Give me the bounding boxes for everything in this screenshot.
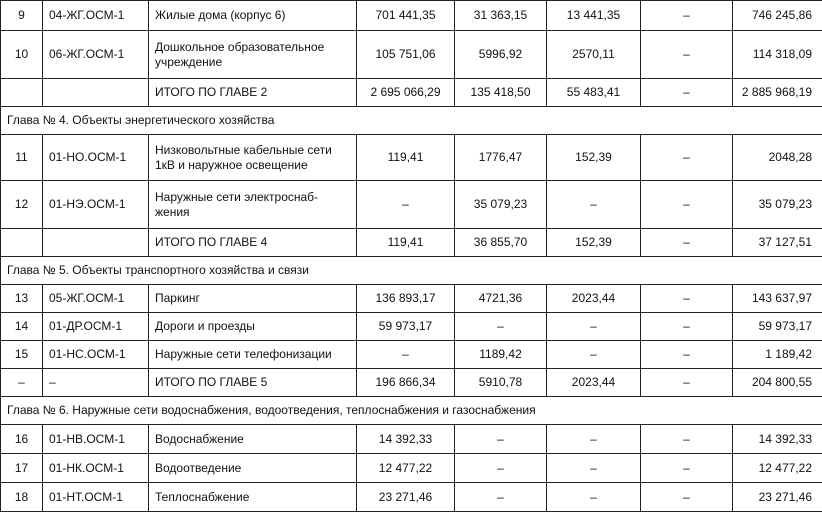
object-code: 06-ЖГ.ОСМ-1 (43, 31, 149, 79)
cost-col-4: – (641, 313, 733, 341)
cost-col-2: 1189,42 (455, 341, 547, 369)
object-code: 01-НТ.ОСМ-1 (43, 483, 149, 512)
object-code: 01-НО.ОСМ-1 (43, 135, 149, 181)
table-row (1, 181, 822, 229)
cost-total: 746 245,86 (733, 1, 822, 31)
cost-col-4: – (641, 425, 733, 454)
cost-col-2: – (455, 483, 547, 512)
object-name: Низковольтные кабельные сети 1кВ и наружное освещение (149, 135, 357, 181)
row-number: – (1, 369, 43, 397)
cost-col-1: 14 392,33 (357, 425, 455, 454)
row-number: 16 (1, 425, 43, 454)
row-number (1, 79, 43, 107)
cost-col-3: 2023,44 (547, 285, 641, 313)
cost-col-1: 196 866,34 (357, 369, 455, 397)
cost-col-4: – (641, 285, 733, 313)
object-name: Теплоснабжение (149, 483, 357, 512)
object-code (43, 79, 149, 107)
cost-col-4: – (641, 135, 733, 181)
object-name: Наружные сети телефонизации (149, 341, 357, 369)
cost-col-2: 1776,47 (455, 135, 547, 181)
table-row-total (1, 369, 822, 397)
cost-total: 2048,28 (733, 135, 822, 181)
object-name: Дошкольное образовательное учреждение (149, 31, 357, 79)
cost-col-4: – (641, 229, 733, 257)
cost-col-4: – (641, 1, 733, 31)
cost-col-1: 119,41 (357, 229, 455, 257)
cost-col-4: – (641, 181, 733, 229)
cost-col-3: – (547, 341, 641, 369)
cost-col-3: – (547, 483, 641, 512)
cost-col-1: 23 271,46 (357, 483, 455, 512)
cost-total: 114 318,09 (733, 31, 822, 79)
cost-col-1: 119,41 (357, 135, 455, 181)
row-number: 13 (1, 285, 43, 313)
cost-total: 59 973,17 (733, 313, 822, 341)
cost-col-2: 36 855,70 (455, 229, 547, 257)
cost-col-2: 5910,78 (455, 369, 547, 397)
cost-col-1: – (357, 181, 455, 229)
object-code: 01-ДР.ОСМ-1 (43, 313, 149, 341)
object-name: ИТОГО ПО ГЛАВЕ 2 (149, 79, 357, 107)
row-number: 9 (1, 1, 43, 31)
cost-col-2: – (455, 454, 547, 483)
cost-col-3: 13 441,35 (547, 1, 641, 31)
object-name: Жилые дома (корпус 6) (149, 1, 357, 31)
row-number: 14 (1, 313, 43, 341)
object-code: – (43, 369, 149, 397)
cost-col-1: 701 441,35 (357, 1, 455, 31)
object-name: ИТОГО ПО ГЛАВЕ 5 (149, 369, 357, 397)
object-name: Дороги и проезды (149, 313, 357, 341)
object-name: Водоотведение (149, 454, 357, 483)
row-number (1, 229, 43, 257)
chapter-row (1, 257, 822, 285)
row-number: 15 (1, 341, 43, 369)
cost-total: 37 127,51 (733, 229, 822, 257)
cost-col-4: – (641, 454, 733, 483)
cost-col-4: – (641, 341, 733, 369)
cost-col-2: 135 418,50 (455, 79, 547, 107)
cost-col-3: 152,39 (547, 135, 641, 181)
cost-col-4: – (641, 31, 733, 79)
cost-col-2: – (455, 425, 547, 454)
cost-total: 35 079,23 (733, 181, 822, 229)
cost-col-3: – (547, 313, 641, 341)
object-code: 01-НВ.ОСМ-1 (43, 425, 149, 454)
cost-total: 14 392,33 (733, 425, 822, 454)
cost-col-3: 55 483,41 (547, 79, 641, 107)
object-code: 01-НЭ.ОСМ-1 (43, 181, 149, 229)
row-number: 17 (1, 454, 43, 483)
cost-col-2: 31 363,15 (455, 1, 547, 31)
table-row (1, 31, 822, 79)
object-code: 05-ЖГ.ОСМ-1 (43, 285, 149, 313)
cost-col-1: 105 751,06 (357, 31, 455, 79)
table-row (1, 313, 822, 341)
cost-col-1: – (357, 341, 455, 369)
object-name: Паркинг (149, 285, 357, 313)
cost-col-3: – (547, 181, 641, 229)
object-code (43, 229, 149, 257)
cost-total: 23 271,46 (733, 483, 822, 512)
cost-col-1: 136 893,17 (357, 285, 455, 313)
cost-col-3: 152,39 (547, 229, 641, 257)
chapter-title: Глава № 6. Наружные сети водоснабжения, водоотведения, теплоснабжения и газоснабжения (1, 397, 822, 425)
object-name: ИТОГО ПО ГЛАВЕ 4 (149, 229, 357, 257)
row-number: 18 (1, 483, 43, 512)
chapter-row (1, 397, 822, 425)
chapter-row (1, 107, 822, 135)
cost-col-1: 2 695 066,29 (357, 79, 455, 107)
object-code: 04-ЖГ.ОСМ-1 (43, 1, 149, 31)
cost-col-4: – (641, 369, 733, 397)
table-row (1, 425, 822, 454)
cost-total: 12 477,22 (733, 454, 822, 483)
cost-total: 143 637,97 (733, 285, 822, 313)
object-name: Наружные сети электроснаб-жения (149, 181, 357, 229)
table-row-total (1, 229, 822, 257)
cost-col-3: 2023,44 (547, 369, 641, 397)
row-number: 10 (1, 31, 43, 79)
cost-col-2: – (455, 313, 547, 341)
row-number: 12 (1, 181, 43, 229)
object-code: 01-НК.ОСМ-1 (43, 454, 149, 483)
cost-col-3: 2570,11 (547, 31, 641, 79)
cost-total: 2 885 968,19 (733, 79, 822, 107)
cost-total: 204 800,55 (733, 369, 822, 397)
object-name: Водоснабжение (149, 425, 357, 454)
cost-col-4: – (641, 483, 733, 512)
object-code: 01-НС.ОСМ-1 (43, 341, 149, 369)
cost-col-3: – (547, 454, 641, 483)
row-number: 11 (1, 135, 43, 181)
cost-col-1: 59 973,17 (357, 313, 455, 341)
cost-col-2: 35 079,23 (455, 181, 547, 229)
chapter-title: Глава № 4. Объекты энергетического хозяйства (1, 107, 822, 135)
chapter-title: Глава № 5. Объекты транспортного хозяйства и связи (1, 257, 822, 285)
table-row (1, 483, 822, 512)
table-row (1, 1, 822, 31)
cost-col-2: 5996,92 (455, 31, 547, 79)
table-row (1, 341, 822, 369)
table-row (1, 285, 822, 313)
table-row (1, 135, 822, 181)
cost-col-1: 12 477,22 (357, 454, 455, 483)
cost-total: 1 189,42 (733, 341, 822, 369)
cost-col-2: 4721,36 (455, 285, 547, 313)
cost-col-4: – (641, 79, 733, 107)
cost-col-3: – (547, 425, 641, 454)
table-row-total (1, 79, 822, 107)
table-row (1, 454, 822, 483)
